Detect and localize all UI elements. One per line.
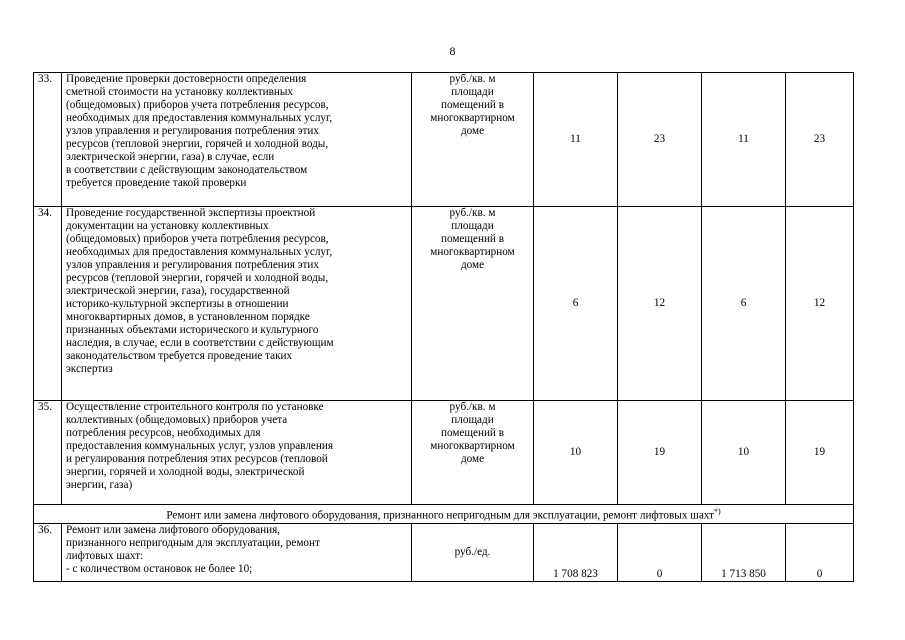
- row-value: 10: [702, 401, 786, 505]
- row-description: Проведение государственной экспертизы проектной документации на установку коллективных (общедомовых) приборов учета потребления ресурсов, необходимых для предоставления коммунальных услуг, узлов управления и регулирования потребления этих ресурсов (тепловой энергии, горячей и холодной воды, электрической энергии, газа), государственной историко-культурной экспертизы в отношении многоквартирных домов, в установленном порядке признанных объектами исторического и культурного наследия, в случае, если в соответствии с действующим законодательством требуется проведение таких экспертиз: [62, 207, 412, 401]
- row-value: 19: [618, 401, 702, 505]
- table-row: [34, 207, 854, 401]
- footnote-mark: *): [714, 507, 721, 516]
- row-value: 6: [702, 207, 786, 401]
- row-value: 0: [618, 523, 702, 581]
- row-number: 35.: [34, 401, 62, 505]
- row-value: 1 708 823: [534, 523, 618, 581]
- row-unit: руб./кв. м площади помещений в многоквартирном доме: [412, 73, 534, 207]
- row-value: 23: [618, 73, 702, 207]
- row-value: 0: [786, 523, 854, 581]
- row-description: Проведение проверки достоверности определения сметной стоимости на установку коллективных (общедомовых) приборов учета потребления ресурсов, необходимых для предоставления коммунальных услуг, узлов управления и регулирования потребления этих ресурсов (тепловой энергии, горячей и холодной воды, электрической энергии, газа) в случае, если в соответствии с действующим законодательством требуется проведение такой проверки: [62, 73, 412, 207]
- row-description: Ремонт или замена лифтового оборудования, признанного непригодным для эксплуатации, ремонт лифтовых шахт: - с количеством остановок не более 10;: [62, 523, 412, 581]
- section-row: [34, 505, 854, 524]
- page-number: 8: [449, 44, 456, 58]
- row-value: 23: [786, 73, 854, 207]
- row-value: 12: [618, 207, 702, 401]
- row-value: 11: [534, 73, 618, 207]
- row-value: 10: [534, 401, 618, 505]
- row-unit: руб./ед.: [412, 523, 534, 581]
- row-value: 6: [534, 207, 618, 401]
- row-value: 12: [786, 207, 854, 401]
- tariff-table: [33, 72, 854, 582]
- row-value: 1 713 850: [702, 523, 786, 581]
- table-row: [34, 73, 854, 207]
- row-number: 36.: [34, 523, 62, 581]
- table-row: [34, 523, 854, 581]
- row-description: Осуществление строительного контроля по установке коллективных (общедомовых) приборов учета потребления ресурсов, необходимых для предоставления коммунальных услуг, узлов управления и регулирования потребления этих ресурсов (тепловой энергии, горячей и холодной воды, электрической энергии, газа): [62, 401, 412, 505]
- section-title: Ремонт или замена лифтового оборудования, признанного непригодным для эксплуатации, ремонт лифтовых шахт*): [34, 505, 854, 524]
- row-unit: руб./кв. м площади помещений в многоквартирном доме: [412, 207, 534, 401]
- row-value: 19: [786, 401, 854, 505]
- row-number: 34.: [34, 207, 62, 401]
- table-row: [34, 401, 854, 505]
- row-number: 33.: [34, 73, 62, 207]
- row-value: 11: [702, 73, 786, 207]
- row-unit: руб./кв. м площади помещений в многоквартирном доме: [412, 401, 534, 505]
